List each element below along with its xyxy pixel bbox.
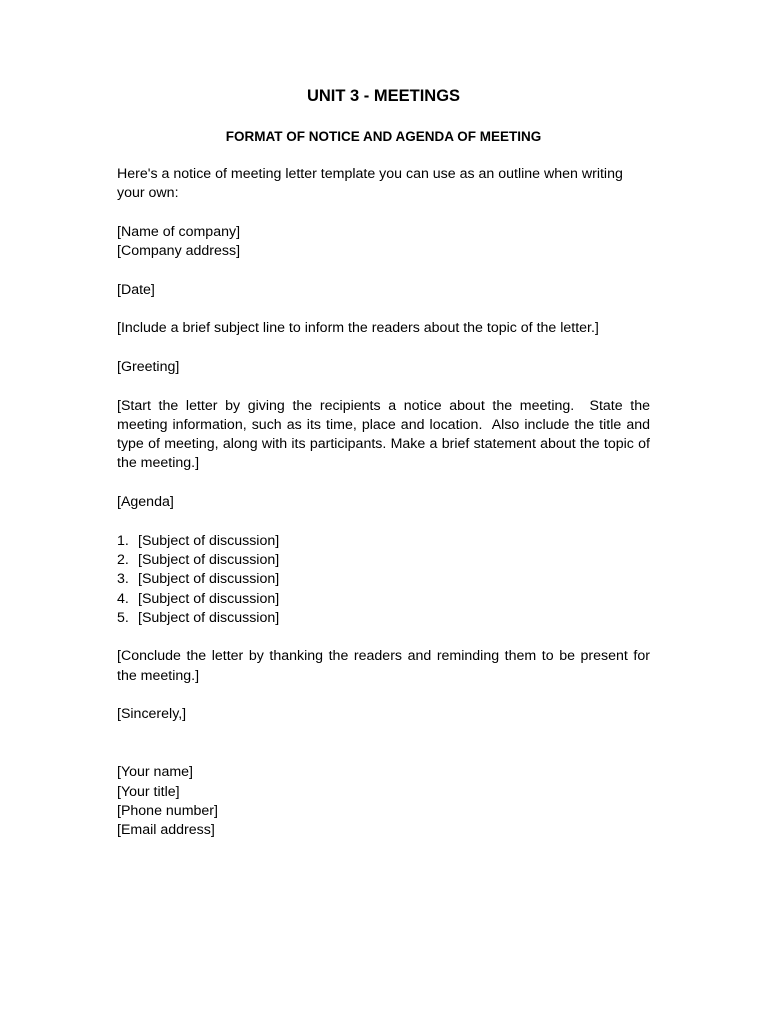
agenda-item-text: [Subject of discussion]	[138, 609, 280, 626]
agenda-list	[117, 532, 650, 628]
signature-block	[117, 763, 650, 840]
agenda-item-number: 5.	[117, 609, 129, 626]
document-subtitle: FORMAT OF NOTICE AND AGENDA OF MEETING	[225, 129, 542, 144]
signature-title: [Your title]	[117, 783, 180, 800]
company-name: [Name of company]	[117, 223, 241, 240]
signature-name: [Your name]	[117, 764, 193, 781]
intro-paragraph: Here's a notice of meeting letter template you can use as an outline when writing your own:	[117, 166, 623, 202]
company-block	[117, 223, 650, 262]
agenda-item	[117, 551, 650, 570]
document-page	[117, 86, 654, 840]
signature-email: [Email address]	[117, 822, 215, 839]
subject-line: [Include a brief subject line to inform the readers about the topic of the letter.]	[117, 320, 599, 337]
body-paragraph: [Start the letter by giving the recipients a notice about the meeting. State the meeting information, such as its time, place and location. Also include the title and type of meeting, along with its participants. Make a brief statement about the topic of the meeting.]	[117, 397, 654, 472]
agenda-item-number: 1.	[117, 532, 129, 549]
conclusion-paragraph: [Conclude the letter by thanking the readers and reminding them to be present for the meeting.]	[117, 648, 650, 684]
agenda-item	[117, 590, 650, 609]
closing: [Sincerely,]	[117, 706, 187, 723]
agenda-item-number: 2.	[117, 551, 129, 568]
agenda-item	[117, 609, 650, 628]
agenda-item	[117, 532, 650, 551]
signature-phone: [Phone number]	[117, 802, 218, 819]
company-address: [Company address]	[117, 243, 241, 260]
agenda-item-text: [Subject of discussion]	[138, 551, 280, 568]
agenda-item-text: [Subject of discussion]	[138, 571, 280, 588]
agenda-item-number: 4.	[117, 590, 129, 607]
agenda-item-text: [Subject of discussion]	[138, 590, 280, 607]
greeting: [Greeting]	[117, 358, 180, 375]
agenda-item	[117, 570, 650, 589]
date-line: [Date]	[117, 281, 155, 298]
agenda-item-number: 3.	[117, 571, 129, 588]
agenda-item-text: [Subject of discussion]	[138, 532, 280, 549]
agenda-heading: [Agenda]	[117, 494, 174, 511]
document-title: UNIT 3 - MEETINGS	[306, 87, 461, 105]
